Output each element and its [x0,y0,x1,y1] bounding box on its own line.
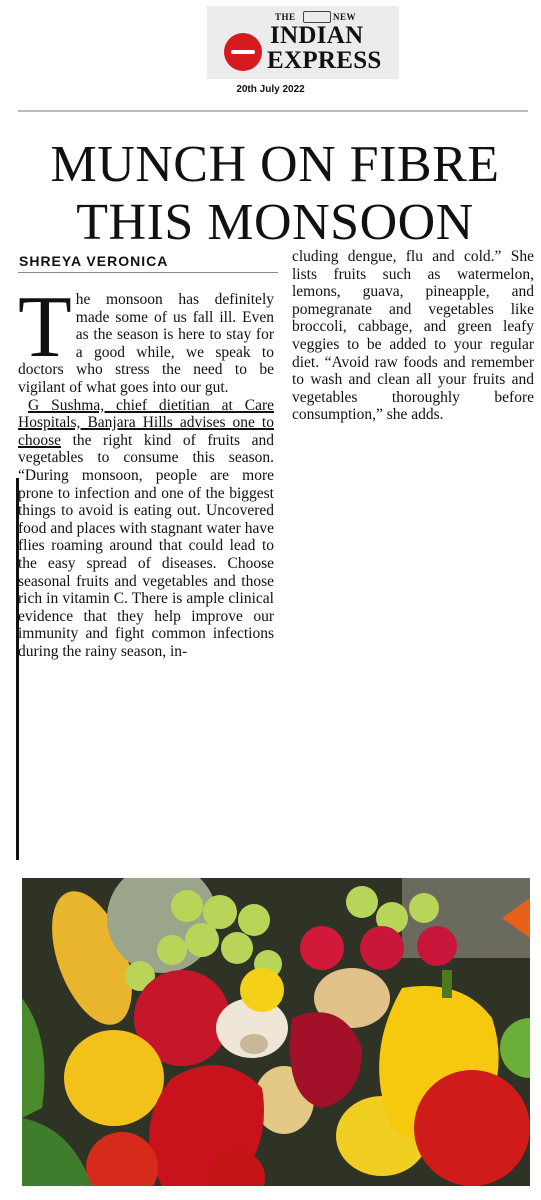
drop-cap: T [18,279,72,376]
fruits-and-vegetables-photo [22,878,530,1186]
header-divider [18,110,528,112]
masthead-the: THE [275,12,296,22]
article-paragraph-1: he monsoon has definitely made some of us fall ill. Even as the season is here to stay for a good while, we speak to doctors who stress the need to be vigilant of what goes into our gut. [18,291,274,396]
article-column-1 [18,279,274,660]
masthead-new: NEW [333,12,357,22]
article-paragraph-2: the right kind of fruits and vegetables to consume this season. “During monsoon, people are more prone to infection and one of the biggest things to avoid is eating out. Uncovered food and places with stagnant water have flies roaming around that could lead to the easy spread of diseases. Choose seasonal fruits and vegetables and those rich in vitamin C. There is ample clinical evidence that they help improve our immunity and fight common infections during the rainy season, in- [18,431,274,660]
highlighted-quote-source: G Sushma, chief dietitian at Care Hospitals, Banjara Hills advises one to choose [18,396,274,449]
headline-line2: THIS MONSOON [76,194,474,251]
byline-divider [18,272,278,273]
masthead-title-line2: EXPRESS [267,47,382,74]
headline-line1: MUNCH ON FIBRE [50,136,500,193]
byline: SHREYA VERONICA [19,253,169,269]
masthead [207,6,399,79]
produce-illustration [22,878,530,1186]
article-paragraph-3: cluding dengue, flu and cold.” She lists fruits such as watermelon, lemons, guava, pineapple, and pomegranate and vegetables like broccoli, cabbage, and green leafy veggies to be added to your regular diet. “Avoid raw foods and remember to wash and clean all your fruits and vegetables thoroughly before consumption,” she adds. [292,248,534,424]
newspaper-logo-icon [224,33,262,71]
masthead-title-line1: INDIAN [270,22,364,49]
publication-date: 20th July 2022 [236,84,305,95]
article-column-2 [292,248,534,424]
headline [30,136,520,252]
